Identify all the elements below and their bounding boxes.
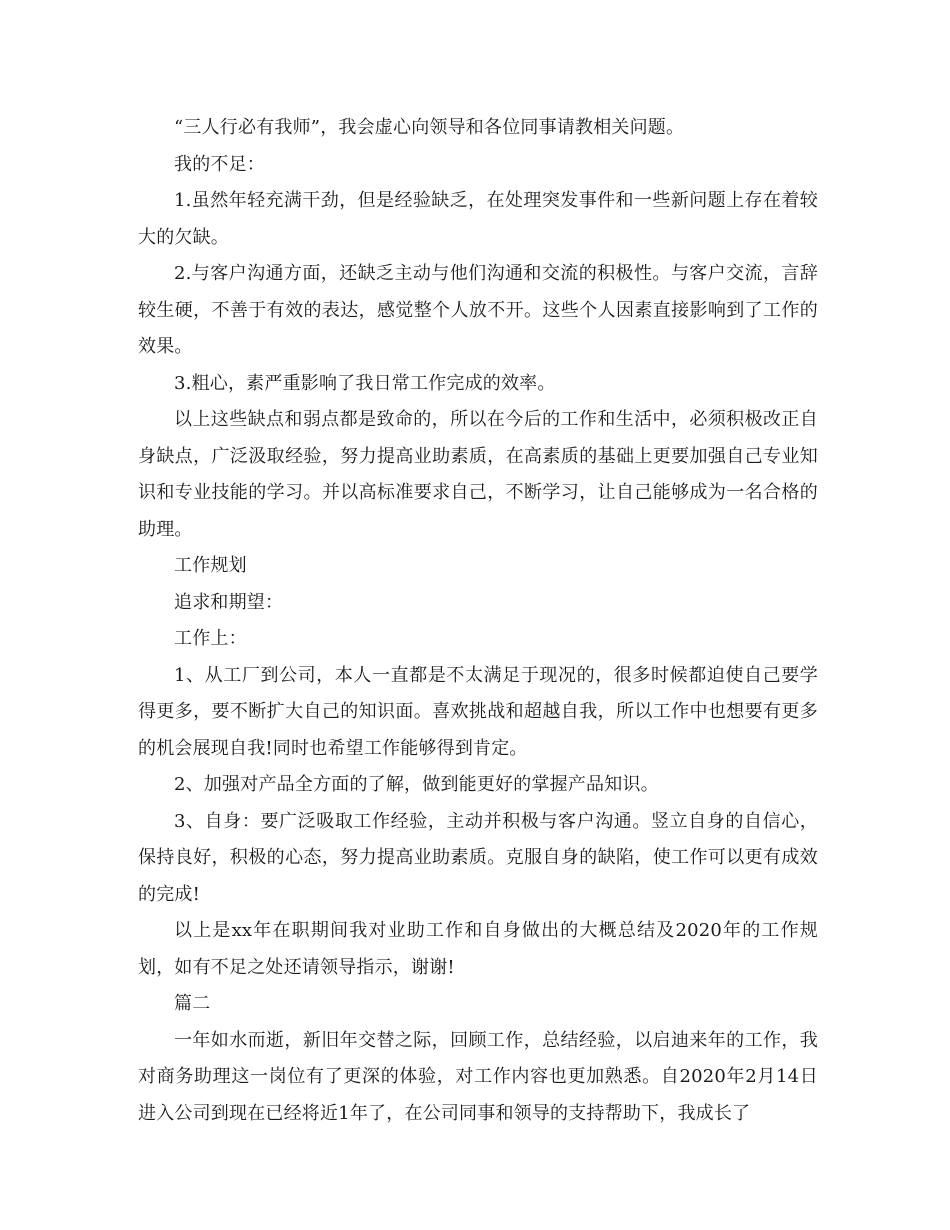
paragraph-11: 2、加强对产品全方面的了解，做到能更好的掌握产品知识。 (174, 774, 659, 795)
paragraph-3: 1.虽然年轻充满干劲，但是经验缺乏，在处理突发事件和一些新问题上存在着较大的欠缺。 (138, 190, 818, 248)
paragraph-1: “三人行必有我师”，我会虚心向领导和各位同事请教相关问题。 (174, 117, 685, 138)
paragraph-5: 3.粗心，素严重影响了我日常工作完成的效率。 (174, 372, 556, 394)
paragraph-10: 1、从工厂到公司，本人一直都是不太满足于现况的，很多时候都迫使自己要学得更多，要不断扩大自己的知识面。喜欢挑战和超越自我，所以工作中也想要有更多的机会展现自我!同时也希望工作能够得到肯定。 (138, 664, 818, 759)
paragraph-6: 以上这些缺点和弱点都是致命的，所以在今后的工作和生活中，必须积极改正自身缺点，广泛汲取经验，努力提高业助素质，在高素质的基础上更要加强自己专业知识和专业技能的学习。并以高标准要求自己，不断学习，让自己能够成为一名合格的助理。 (138, 409, 818, 540)
paragraph-15: 一年如水而逝，新旧年交替之际，回顾工作，总结经验，以启迪来年的工作，我对商务助理这一岗位有了更深的体验，对工作内容也更加熟悉。自2020年2月14日进入公司到现在已经将近1年了，在公司同事和领导的支持帮助下，我成长了 (138, 1029, 818, 1124)
paragraph-2: 我的不足： (174, 153, 265, 175)
paragraph-7: 工作规划 (174, 555, 247, 576)
paragraph-4: 2.与客户沟通方面，还缺乏主动与他们沟通和交流的积极性。与客户交流，言辞较生硬，不善于有效的表达，感觉整个人放不开。这些个人因素直接影响到了工作的效果。 (138, 263, 818, 357)
paragraph-8: 追求和期望： (174, 591, 284, 613)
document-body (138, 110, 818, 1132)
paragraph-13: 以上是xx年在职期间我对业助工作和自身做出的大概总结及2020年的工作规划，如有不足之处还请领导指示，谢谢! (138, 920, 818, 978)
paragraph-14: 篇二 (174, 993, 211, 1014)
paragraph-12: 3、自身：要广泛吸取工作经验，主动并积极与客户沟通。竖立自身的自信心，保持良好，积极的心态，努力提高业助素质。克服自身的缺陷，使工作可以更有成效的完成! (138, 810, 818, 905)
paragraph-9: 工作上： (174, 628, 247, 649)
